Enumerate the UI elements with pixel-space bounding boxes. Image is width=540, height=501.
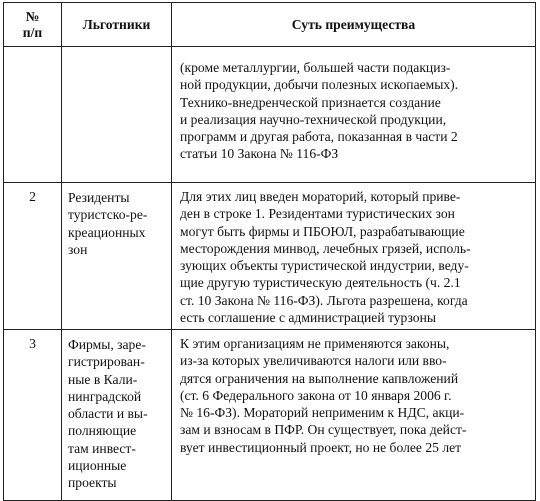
table-row bbox=[4, 47, 536, 183]
essence-line: зам и взносам в ПФР. Он существует, пока дейст- bbox=[180, 422, 467, 438]
beneficiary-line: области и вы- bbox=[68, 406, 148, 422]
essence-line: К этим организациям не применяются законы, bbox=[180, 336, 450, 351]
essence-line: ст. 10 Закона № 116-ФЗ). Льгота разрешена, когда bbox=[180, 292, 468, 308]
beneficiary-line: Резиденты bbox=[68, 190, 130, 205]
essence-line: статьи 10 Закона № 116-ФЗ bbox=[180, 146, 339, 162]
essence-line: программ и другая работа, показанная в части 2 bbox=[180, 129, 458, 145]
header-essence: Суть преимущества bbox=[172, 3, 536, 47]
row-beneficiary bbox=[62, 183, 172, 330]
row-number: 3 bbox=[4, 330, 62, 501]
beneficiary-line: там инвест- bbox=[68, 440, 136, 456]
essence-line: могут быть фирмы и ПБОЮЛ, разрабатывающие bbox=[180, 223, 465, 239]
essence-line: ден в строке 1. Резидентами туристических зон bbox=[180, 206, 455, 222]
essence-line: вует инвестиционный проект, но не более 25 лет bbox=[180, 439, 462, 455]
beneficiary-line: Фирмы, заре- bbox=[68, 337, 146, 352]
row-essence bbox=[172, 183, 536, 330]
beneficiary-line: нинградской bbox=[68, 388, 142, 404]
header-number bbox=[4, 3, 62, 47]
header-beneficiaries: Льготники bbox=[62, 3, 172, 47]
essence-line: и реализация научно-технической продукции, bbox=[180, 111, 447, 127]
table-header-row bbox=[4, 3, 536, 47]
header-number-line2: п/п bbox=[22, 24, 43, 40]
row-essence bbox=[172, 47, 536, 183]
header-number-line1: № bbox=[25, 8, 40, 24]
essence-line: Для этих лиц введен мораторий, который приве- bbox=[180, 189, 461, 204]
row-number bbox=[4, 47, 62, 183]
table-row bbox=[4, 183, 536, 330]
beneficiary-line: полняющие bbox=[68, 423, 137, 439]
beneficiary-line: ные в Кали- bbox=[68, 371, 138, 387]
row-essence bbox=[172, 330, 536, 501]
essence-line: (ст. 6 Федерального закона от 10 января 2006 г. bbox=[180, 387, 452, 403]
essence-line: № 16-ФЗ). Мораторий неприменим к НДС, акци- bbox=[180, 405, 465, 421]
beneficiary-line: проекты bbox=[68, 475, 117, 491]
row-beneficiary bbox=[62, 330, 172, 501]
essence-line: из-за которых увеличиваются налоги или вво- bbox=[180, 353, 447, 369]
essence-line: (кроме металлургии, большей части подакциз- bbox=[180, 60, 451, 75]
beneficiary-line: креационных bbox=[68, 224, 146, 240]
beneficiary-line: зон bbox=[68, 241, 88, 257]
table-body bbox=[4, 47, 536, 501]
row-beneficiary bbox=[62, 47, 172, 183]
essence-line: дятся ограничения на выполнение капвложений bbox=[180, 370, 459, 386]
essence-line: месторождения минвод, лечебных грязей, исполь- bbox=[180, 240, 471, 256]
essence-line: есть соглашение с администрацией турзоны bbox=[180, 310, 437, 326]
beneficiary-line: иционные bbox=[68, 458, 127, 474]
essence-line: щие другую туристическую деятельность (ч. 2.1 bbox=[180, 275, 461, 291]
essence-line: Технико-внедренческой признается создание bbox=[180, 94, 441, 110]
beneficiary-line: туристско-ре- bbox=[68, 207, 148, 223]
table-row bbox=[4, 330, 536, 501]
essence-line: ной продукции, добычи полезных ископаемых). bbox=[180, 77, 459, 93]
essence-line: зующих объекты туристической индустрии, веду- bbox=[180, 258, 469, 274]
beneficiary-line: гистрирован- bbox=[68, 354, 145, 370]
row-number: 2 bbox=[4, 183, 62, 330]
benefits-table bbox=[3, 2, 536, 501]
